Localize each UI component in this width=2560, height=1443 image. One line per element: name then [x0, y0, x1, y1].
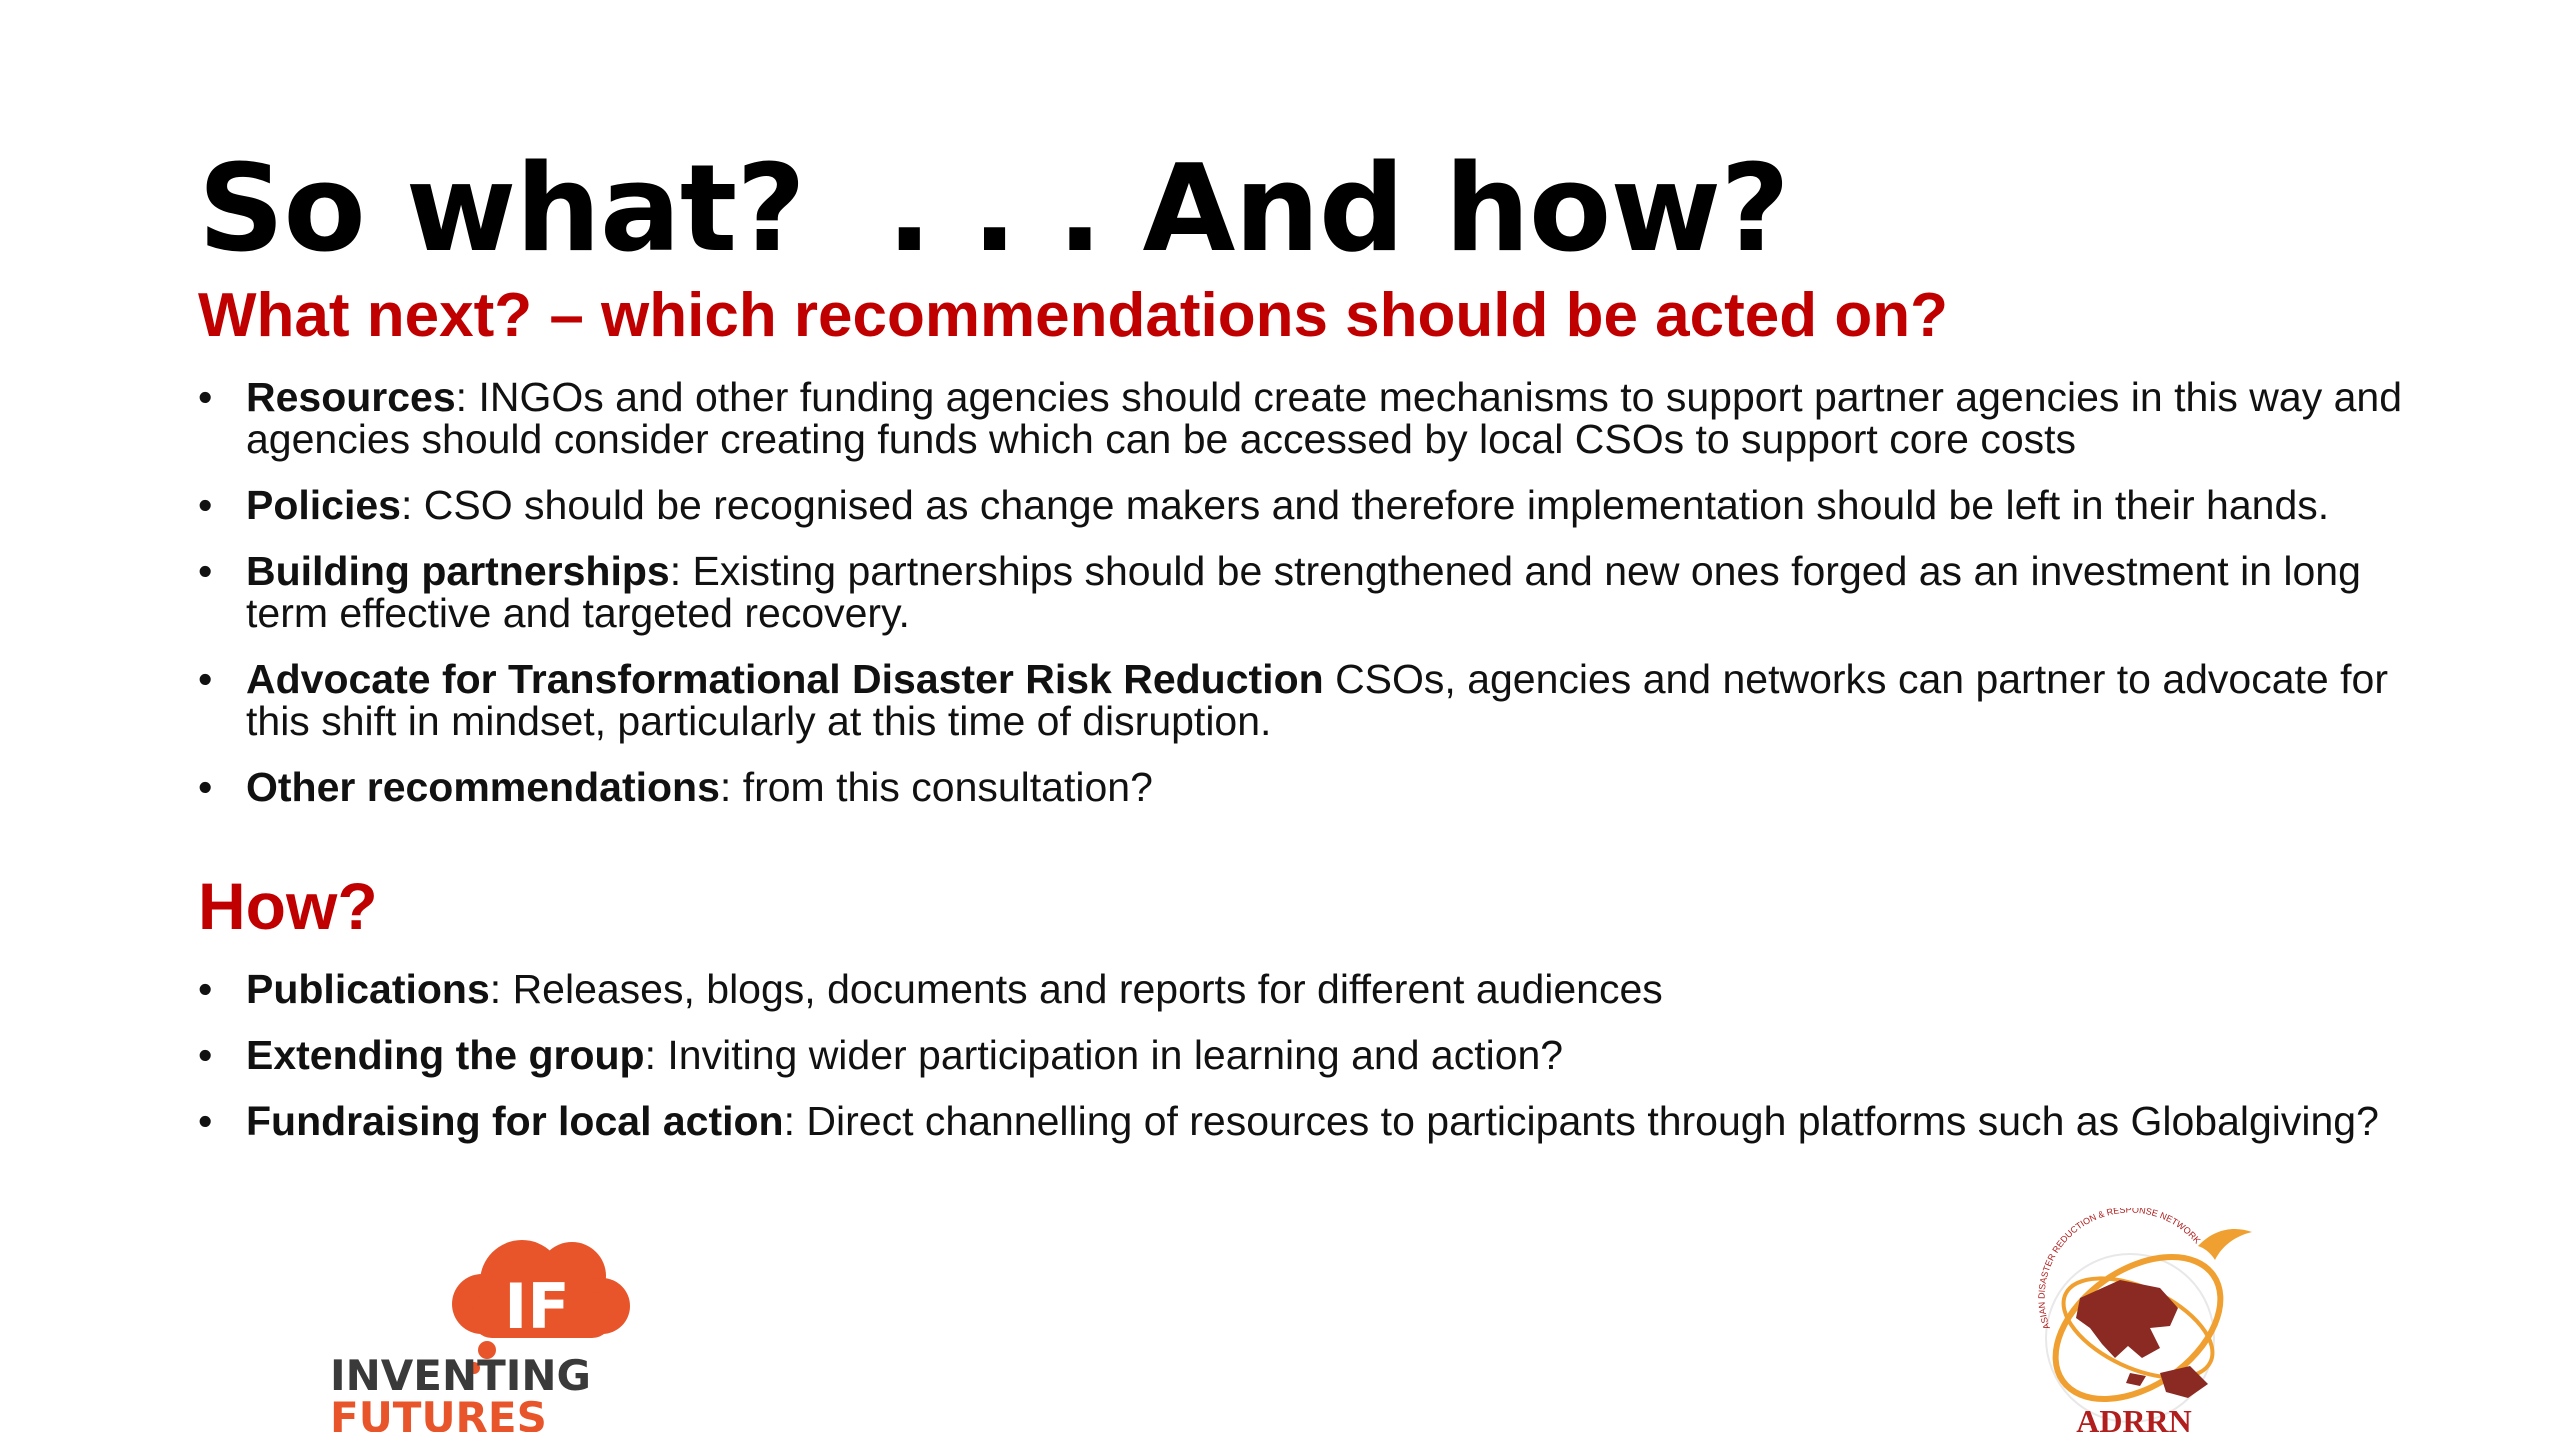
item-term: Resources — [246, 374, 456, 420]
bullet-icon: • — [198, 764, 213, 810]
item-separator: : — [644, 1032, 668, 1078]
item-term: Extending the group — [246, 1032, 645, 1078]
item-term: Policies — [246, 482, 401, 528]
item-separator: : — [783, 1098, 807, 1144]
item-text: Inviting wider participation in learning and action? — [667, 1032, 1564, 1078]
item-text: from this consultation? — [742, 764, 1153, 810]
item-separator: : — [669, 548, 693, 594]
adrrn-logo — [2010, 1208, 2260, 1438]
bullet-icon: • — [198, 548, 213, 594]
bullet-icon: • — [198, 482, 213, 528]
list-item — [196, 1100, 2416, 1142]
adrrn-globe-icon — [2010, 1208, 2260, 1438]
bullet-icon: • — [198, 1098, 213, 1144]
adrrn-label: ADRRN — [2076, 1403, 2192, 1438]
inventing-futures-cloud-icon — [322, 1232, 652, 1432]
slide-title: So what? . . . And how? — [198, 140, 1789, 279]
list-item — [196, 376, 2416, 460]
item-text: CSO should be recognised as change makers and therefore implementation should be left in their hands. — [423, 482, 2330, 528]
item-term: Publications — [246, 966, 490, 1012]
item-term: Advocate for Transformational Disaster Risk Reduction — [246, 656, 1324, 702]
item-text: Releases, blogs, documents and reports for different audiences — [512, 966, 1663, 1012]
list-item — [196, 766, 2416, 808]
futures-text: FUTURES — [330, 1393, 547, 1432]
list-item — [196, 1034, 2416, 1076]
slide-subtitle: What next? – which recommendations should be acted on? — [198, 281, 1948, 350]
item-separator: : — [455, 374, 479, 420]
list-item — [196, 658, 2416, 742]
item-text: Existing partnerships should be strengthened and new ones forged as an investment in long term effective and targeted recovery. — [246, 548, 2361, 636]
item-text: CSOs, agencies and networks can partner to advocate for this shift in mindset, particularly at this time of disruption. — [246, 656, 2388, 744]
item-term: Building partnerships — [246, 548, 670, 594]
inventing-text: INVENTING — [330, 1351, 592, 1400]
item-term: Fundraising for local action — [246, 1098, 784, 1144]
recommendations-list — [196, 376, 2416, 832]
if-mark: IF — [504, 1270, 570, 1343]
list-item — [196, 550, 2416, 634]
item-separator: : — [719, 764, 743, 810]
adrrn-arc-textpath: ASIAN DISASTER REDUCTION & RESPONSE NETWORK — [2036, 1208, 2203, 1331]
list-item — [196, 484, 2416, 526]
how-list — [196, 968, 2416, 1166]
item-text: Direct channelling of resources to participants through platforms such as Globalgiving? — [806, 1098, 2379, 1144]
inventing-futures-logo — [322, 1232, 652, 1432]
bullet-icon: • — [198, 374, 213, 420]
item-term: Other recommendations — [246, 764, 720, 810]
item-text: INGOs and other funding agencies should create mechanisms to support partner agencies in this way and agencies should consider creating funds which can be accessed by local CSOs to support core costs — [246, 374, 2403, 462]
bullet-icon: • — [198, 966, 213, 1012]
bullet-icon: • — [198, 656, 213, 702]
list-item — [196, 968, 2416, 1010]
item-separator: : — [400, 482, 424, 528]
item-separator — [1324, 656, 1335, 702]
bullet-icon: • — [198, 1032, 213, 1078]
how-heading: How? — [198, 869, 378, 943]
item-separator: : — [489, 966, 513, 1012]
